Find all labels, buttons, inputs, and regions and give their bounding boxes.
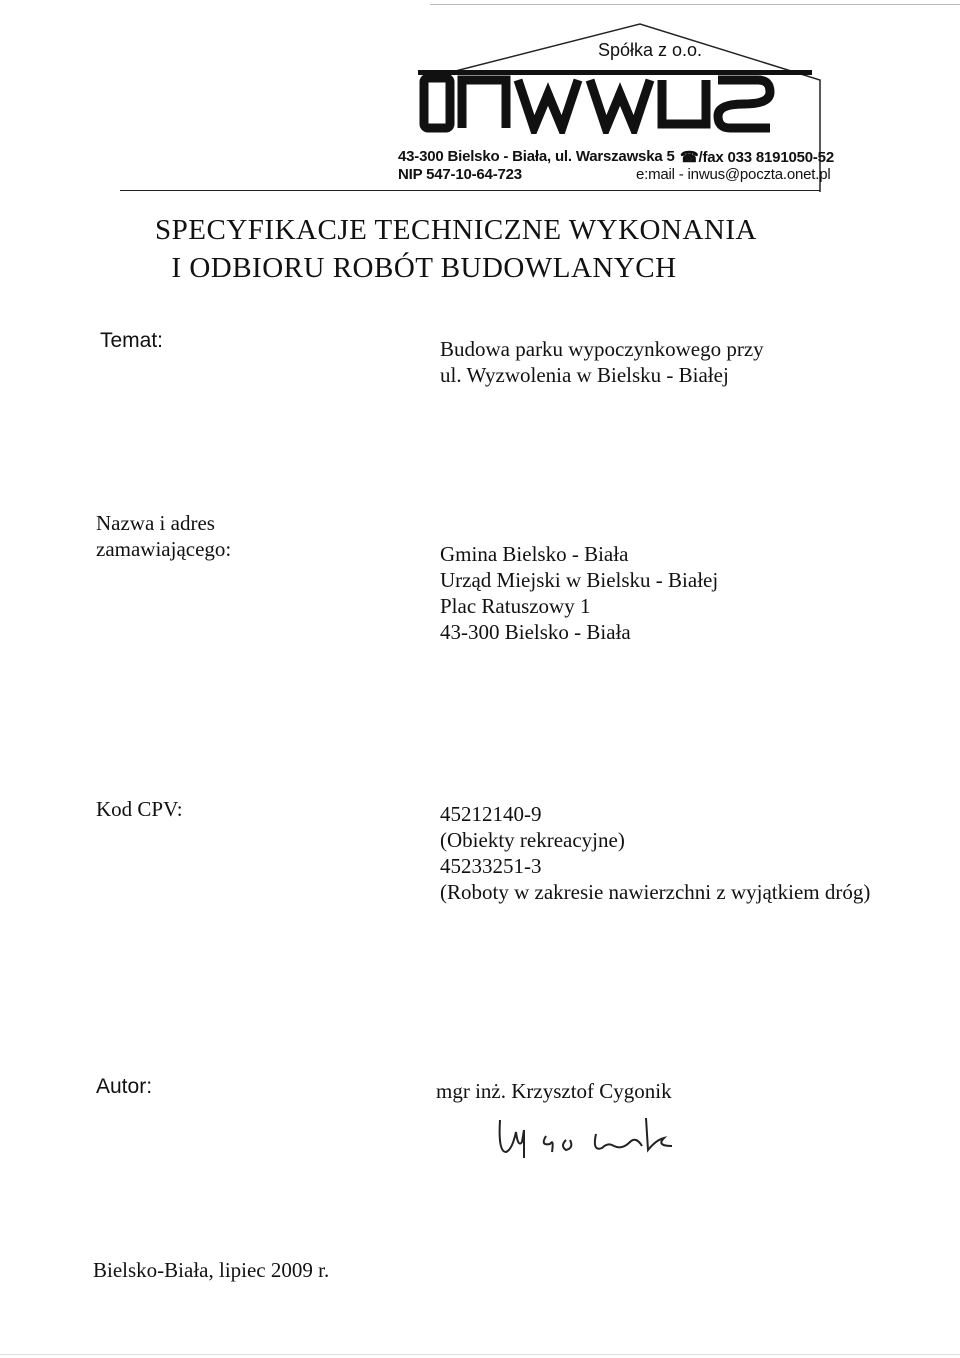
header-divider (120, 190, 820, 191)
contact-line-1 (398, 148, 834, 166)
nip-number: NIP 547-10-64-723 (398, 166, 522, 183)
cpv-line: (Obiekty rekreacyjne) (440, 828, 625, 852)
email-address: e:mail - inwus@poczta.onet.pl (636, 166, 831, 183)
topic-label: Temat: (100, 329, 164, 352)
company-type: Spółka z o.o. (598, 40, 703, 60)
topic-value (440, 336, 764, 388)
cpv-line: 45233251-3 (440, 854, 542, 878)
inwus-logo (418, 70, 812, 134)
client-label (96, 510, 231, 562)
author-name: mgr inż. Krzysztof Cygonik (436, 1079, 672, 1103)
client-value (440, 541, 718, 645)
phone-fax: ☎/fax 033 8191050-52 (680, 149, 834, 166)
author-label: Autor: (96, 1075, 153, 1098)
address-line: 43-300 Bielsko - Biała, ul. Warszawska 5 (398, 148, 675, 165)
topic-line: ul. Wyzwolenia w Bielsku - Białej (440, 363, 729, 387)
contact-line-2 (398, 166, 831, 183)
client-line: Urząd Miejski w Bielsku - Białej (440, 568, 719, 592)
client-line: Plac Ratuszowy 1 (440, 594, 591, 618)
document-title-line-2: I ODBIORU ROBÓT BUDOWLANYCH (171, 252, 677, 284)
cpv-label: Kod CPV: (96, 797, 183, 821)
cpv-line: (Roboty w zakresie nawierzchni z wyjątkiem dróg) (440, 880, 871, 904)
client-line: 43-300 Bielsko - Biała (440, 620, 631, 644)
client-label-line: Nazwa i adres (96, 511, 215, 535)
top-rule (430, 4, 960, 5)
client-label-line: zamawiającego: (96, 537, 232, 561)
client-line: Gmina Bielsko - Biała (440, 542, 629, 566)
cpv-value (440, 801, 870, 905)
place-and-date: Bielsko-Biała, lipiec 2009 r. (93, 1258, 330, 1282)
document-title-line-1: SPECYFIKACJE TECHNICZNE WYKONANIA (155, 214, 757, 246)
handwritten-signature (496, 1112, 696, 1162)
topic-line: Budowa parku wypoczynkowego przy (440, 337, 764, 361)
bottom-rule (0, 1354, 960, 1355)
cpv-line: 45212140-9 (440, 802, 542, 826)
